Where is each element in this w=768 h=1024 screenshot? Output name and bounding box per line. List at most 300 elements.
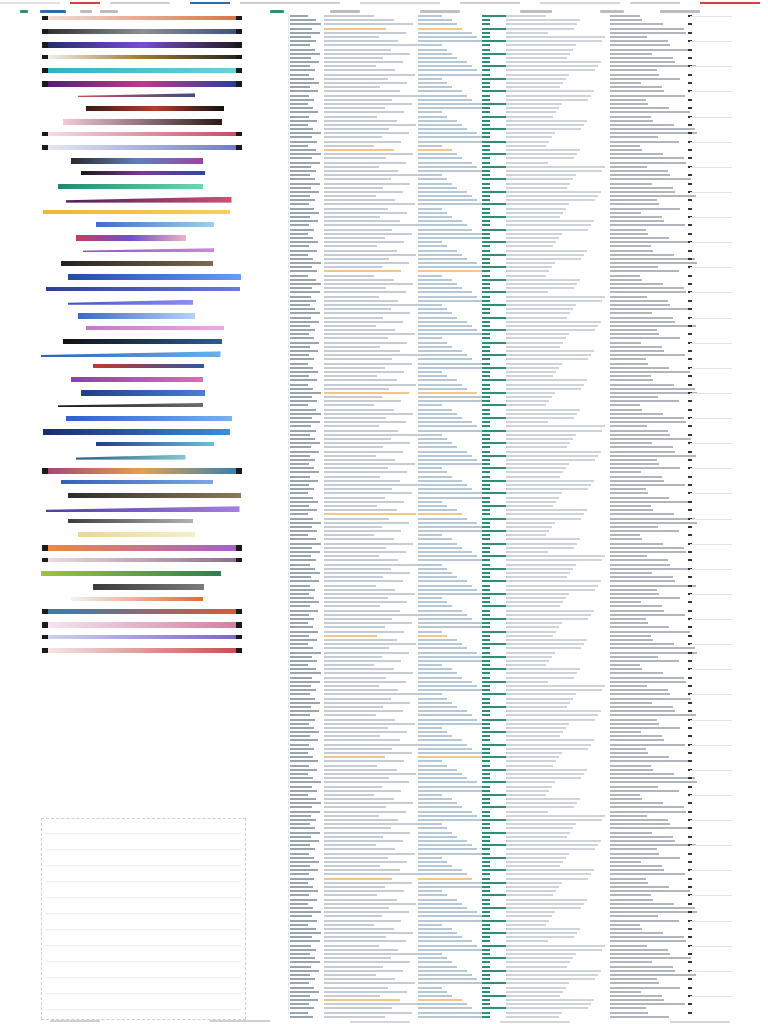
product-thumbnail[interactable] bbox=[68, 274, 241, 280]
listing-cell[interactable] bbox=[324, 564, 418, 566]
listing-cell[interactable] bbox=[324, 568, 391, 570]
listing-cell[interactable] bbox=[324, 346, 380, 348]
listing-cell[interactable] bbox=[324, 446, 383, 448]
listing-cell[interactable] bbox=[324, 254, 416, 256]
listing-cell[interactable] bbox=[324, 270, 401, 272]
listing-cell[interactable] bbox=[324, 128, 389, 130]
listing-cell[interactable] bbox=[324, 899, 397, 901]
listing-cell[interactable] bbox=[324, 300, 398, 302]
listing-cell[interactable] bbox=[324, 677, 386, 679]
listing-cell[interactable] bbox=[324, 949, 398, 951]
product-thumbnail[interactable] bbox=[42, 16, 242, 20]
listing-cell[interactable] bbox=[324, 463, 415, 465]
listing-cell[interactable] bbox=[324, 275, 374, 277]
listing-cell[interactable] bbox=[324, 388, 389, 390]
listing-cell[interactable] bbox=[324, 49, 391, 51]
listing-cell[interactable] bbox=[324, 162, 406, 164]
product-thumbnail[interactable] bbox=[86, 106, 224, 111]
listing-cell[interactable] bbox=[324, 333, 415, 335]
listing-cell[interactable] bbox=[324, 589, 395, 591]
listing-cell[interactable] bbox=[324, 622, 412, 624]
filter-chip[interactable] bbox=[40, 10, 66, 13]
product-thumbnail[interactable] bbox=[68, 300, 193, 305]
listing-cell[interactable] bbox=[324, 940, 406, 942]
listing-cell[interactable] bbox=[324, 44, 418, 46]
listing-cell[interactable] bbox=[324, 28, 386, 30]
listing-cell[interactable] bbox=[324, 932, 413, 934]
listing-cell[interactable] bbox=[324, 283, 413, 285]
listing-cell[interactable] bbox=[324, 484, 419, 486]
listing-cell[interactable] bbox=[324, 844, 376, 846]
listing-cell[interactable] bbox=[324, 304, 418, 306]
listing-cell[interactable] bbox=[324, 739, 400, 741]
listing-cell[interactable] bbox=[324, 643, 416, 645]
listing-cell[interactable] bbox=[324, 652, 409, 654]
product-thumbnail[interactable] bbox=[42, 545, 242, 551]
listing-cell[interactable] bbox=[324, 806, 386, 808]
listing-cell[interactable] bbox=[324, 928, 394, 930]
listing-cell[interactable] bbox=[324, 957, 391, 959]
listing-cell[interactable] bbox=[324, 99, 392, 101]
product-thumbnail[interactable] bbox=[86, 326, 224, 330]
product-thumbnail[interactable] bbox=[63, 339, 222, 344]
listing-cell[interactable] bbox=[324, 1007, 392, 1009]
listing-cell[interactable] bbox=[324, 580, 403, 582]
listing-cell[interactable] bbox=[324, 639, 397, 641]
product-thumbnail[interactable] bbox=[71, 597, 203, 601]
listing-cell[interactable] bbox=[324, 132, 409, 134]
listing-cell[interactable] bbox=[324, 191, 403, 193]
listing-cell[interactable] bbox=[324, 698, 391, 700]
product-thumbnail[interactable] bbox=[42, 145, 242, 150]
listing-cell[interactable] bbox=[324, 375, 377, 377]
product-thumbnail[interactable] bbox=[76, 235, 186, 241]
product-thumbnail[interactable] bbox=[42, 55, 242, 59]
product-thumbnail[interactable] bbox=[43, 210, 230, 214]
product-thumbnail[interactable] bbox=[58, 403, 203, 407]
listing-cell[interactable] bbox=[324, 241, 404, 243]
toolbar-item[interactable] bbox=[460, 2, 520, 4]
listing-cell[interactable] bbox=[324, 107, 385, 109]
listing-cell[interactable] bbox=[324, 853, 415, 855]
listing-cell[interactable] bbox=[324, 907, 389, 909]
listing-cell[interactable] bbox=[324, 886, 385, 888]
listing-cell[interactable] bbox=[324, 237, 385, 239]
listing-cell[interactable] bbox=[324, 857, 388, 859]
listing-cell[interactable] bbox=[324, 982, 415, 984]
toolbar-item[interactable] bbox=[70, 2, 100, 4]
listing-cell[interactable] bbox=[324, 467, 388, 469]
listing-cell[interactable] bbox=[324, 245, 377, 247]
listing-cell[interactable] bbox=[324, 325, 376, 327]
product-thumbnail[interactable] bbox=[42, 42, 242, 48]
listing-cell[interactable] bbox=[324, 149, 394, 151]
listing-cell[interactable] bbox=[324, 731, 407, 733]
listing-cell[interactable] bbox=[324, 999, 400, 1001]
listing-cell[interactable] bbox=[324, 208, 388, 210]
listing-cell[interactable] bbox=[324, 526, 382, 528]
listing-cell[interactable] bbox=[324, 157, 386, 159]
footer-link[interactable] bbox=[500, 1021, 570, 1023]
listing-cell[interactable] bbox=[324, 141, 401, 143]
listing-cell[interactable] bbox=[324, 488, 392, 490]
listing-cell[interactable] bbox=[324, 719, 395, 721]
listing-cell[interactable] bbox=[324, 19, 394, 21]
listing-cell[interactable] bbox=[324, 442, 410, 444]
listing-cell[interactable] bbox=[324, 991, 407, 993]
listing-cell[interactable] bbox=[324, 421, 406, 423]
listing-cell[interactable] bbox=[324, 216, 380, 218]
listing-cell[interactable] bbox=[324, 312, 410, 314]
listing-cell[interactable] bbox=[324, 32, 406, 34]
listing-cell[interactable] bbox=[324, 664, 374, 666]
product-thumbnail[interactable] bbox=[61, 480, 213, 484]
product-thumbnail[interactable] bbox=[61, 261, 213, 266]
listing-cell[interactable] bbox=[324, 693, 418, 695]
listing-cell[interactable] bbox=[324, 170, 398, 172]
footer-link[interactable] bbox=[210, 1020, 270, 1022]
listing-cell[interactable] bbox=[324, 547, 386, 549]
product-thumbnail[interactable] bbox=[41, 571, 221, 576]
listing-cell[interactable] bbox=[324, 409, 394, 411]
toolbar-item[interactable] bbox=[0, 2, 60, 4]
listing-cell[interactable] bbox=[324, 203, 415, 205]
listing-cell[interactable] bbox=[324, 656, 382, 658]
filter-chip[interactable] bbox=[420, 10, 460, 13]
listing-cell[interactable] bbox=[324, 505, 377, 507]
product-thumbnail[interactable] bbox=[78, 532, 195, 537]
listing-cell[interactable] bbox=[324, 455, 376, 457]
listing-cell[interactable] bbox=[324, 543, 413, 545]
listing-cell[interactable] bbox=[324, 668, 394, 670]
listing-cell[interactable] bbox=[324, 631, 404, 633]
listing-cell[interactable] bbox=[324, 735, 380, 737]
listing-cell[interactable] bbox=[324, 187, 383, 189]
listing-cell[interactable] bbox=[324, 15, 374, 17]
listing-cell[interactable] bbox=[324, 522, 409, 524]
product-thumbnail[interactable] bbox=[42, 622, 242, 628]
listing-cell[interactable] bbox=[324, 371, 404, 373]
product-thumbnail[interactable] bbox=[42, 468, 242, 474]
listing-cell[interactable] bbox=[324, 614, 419, 616]
toolbar-item[interactable] bbox=[540, 2, 620, 4]
listing-cell[interactable] bbox=[324, 848, 395, 850]
listing-cell[interactable] bbox=[324, 647, 389, 649]
listing-cell[interactable] bbox=[324, 635, 377, 637]
product-thumbnail[interactable] bbox=[43, 429, 230, 435]
listing-cell[interactable] bbox=[324, 534, 374, 536]
listing-cell[interactable] bbox=[324, 65, 376, 67]
listing-cell[interactable] bbox=[324, 953, 418, 955]
product-thumbnail[interactable] bbox=[93, 584, 204, 590]
listing-cell[interactable] bbox=[324, 894, 377, 896]
product-thumbnail[interactable] bbox=[96, 442, 214, 446]
listing-cell[interactable] bbox=[324, 915, 382, 917]
listing-cell[interactable] bbox=[324, 836, 383, 838]
product-thumbnail[interactable] bbox=[42, 558, 242, 562]
product-thumbnail[interactable] bbox=[41, 351, 221, 357]
listing-cell[interactable] bbox=[324, 400, 401, 402]
listing-cell[interactable] bbox=[324, 233, 412, 235]
listing-cell[interactable] bbox=[324, 166, 379, 168]
listing-cell[interactable] bbox=[324, 832, 410, 834]
listing-cell[interactable] bbox=[324, 798, 394, 800]
listing-cell[interactable] bbox=[324, 497, 385, 499]
listing-cell[interactable] bbox=[324, 903, 416, 905]
listing-cell[interactable] bbox=[324, 501, 404, 503]
listing-cell[interactable] bbox=[324, 136, 382, 138]
listing-cell[interactable] bbox=[324, 786, 382, 788]
product-thumbnail[interactable] bbox=[42, 68, 242, 73]
listing-cell[interactable] bbox=[324, 811, 406, 813]
listing-cell[interactable] bbox=[324, 195, 376, 197]
listing-cell[interactable] bbox=[324, 601, 407, 603]
listing-cell[interactable] bbox=[324, 702, 410, 704]
listing-cell[interactable] bbox=[324, 530, 401, 532]
listing-cell[interactable] bbox=[324, 815, 379, 817]
listing-cell[interactable] bbox=[324, 672, 413, 674]
product-thumbnail[interactable] bbox=[42, 609, 242, 614]
listing-cell[interactable] bbox=[324, 878, 392, 880]
toolbar-item[interactable] bbox=[360, 2, 440, 4]
listing-cell[interactable] bbox=[324, 220, 400, 222]
listing-cell[interactable] bbox=[324, 342, 407, 344]
filter-chip[interactable] bbox=[660, 10, 700, 13]
toolbar-item[interactable] bbox=[110, 2, 170, 4]
listing-cell[interactable] bbox=[324, 296, 379, 298]
listing-cell[interactable] bbox=[324, 350, 400, 352]
listing-cell[interactable] bbox=[324, 95, 419, 97]
listing-cell[interactable] bbox=[324, 379, 397, 381]
listing-cell[interactable] bbox=[324, 287, 386, 289]
listing-cell[interactable] bbox=[324, 710, 403, 712]
listing-cell[interactable] bbox=[324, 291, 406, 293]
product-thumbnail[interactable] bbox=[42, 29, 242, 34]
listing-cell[interactable] bbox=[324, 413, 413, 415]
listing-cell[interactable] bbox=[324, 434, 418, 436]
listing-cell[interactable] bbox=[324, 714, 376, 716]
listing-cell[interactable] bbox=[324, 438, 391, 440]
product-thumbnail[interactable] bbox=[78, 93, 195, 97]
listing-cell[interactable] bbox=[324, 819, 398, 821]
listing-cell[interactable] bbox=[324, 945, 379, 947]
listing-cell[interactable] bbox=[324, 597, 388, 599]
listing-cell[interactable] bbox=[324, 258, 389, 260]
listing-cell[interactable] bbox=[324, 317, 383, 319]
filter-chip[interactable] bbox=[80, 10, 92, 13]
listing-cell[interactable] bbox=[324, 518, 389, 520]
listing-cell[interactable] bbox=[324, 882, 412, 884]
listing-cell[interactable] bbox=[324, 723, 415, 725]
listing-cell[interactable] bbox=[324, 471, 407, 473]
product-thumbnail[interactable] bbox=[83, 248, 214, 252]
listing-cell[interactable] bbox=[324, 790, 401, 792]
product-thumbnail[interactable] bbox=[58, 184, 203, 189]
listing-cell[interactable] bbox=[324, 765, 377, 767]
listing-cell[interactable] bbox=[324, 559, 398, 561]
listing-cell[interactable] bbox=[324, 660, 401, 662]
product-thumbnail[interactable] bbox=[46, 506, 240, 512]
listing-cell[interactable] bbox=[324, 459, 395, 461]
listing-cell[interactable] bbox=[324, 748, 392, 750]
listing-cell[interactable] bbox=[324, 404, 374, 406]
filter-chip[interactable] bbox=[20, 10, 28, 13]
listing-cell[interactable] bbox=[324, 111, 404, 113]
listing-cell[interactable] bbox=[324, 212, 407, 214]
listing-cell[interactable] bbox=[324, 777, 389, 779]
product-thumbnail[interactable] bbox=[68, 493, 241, 498]
footer-link[interactable] bbox=[350, 1021, 410, 1023]
listing-cell[interactable] bbox=[324, 279, 394, 281]
listing-cell[interactable] bbox=[324, 802, 413, 804]
listing-cell[interactable] bbox=[324, 551, 406, 553]
product-thumbnail[interactable] bbox=[42, 635, 242, 639]
product-thumbnail[interactable] bbox=[63, 119, 222, 125]
listing-cell[interactable] bbox=[324, 760, 404, 762]
filter-chip[interactable] bbox=[330, 10, 360, 13]
listing-cell[interactable] bbox=[324, 78, 388, 80]
listing-cell[interactable] bbox=[324, 752, 412, 754]
listing-cell[interactable] bbox=[324, 823, 418, 825]
listing-cell[interactable] bbox=[324, 681, 406, 683]
listing-cell[interactable] bbox=[324, 174, 418, 176]
listing-cell[interactable] bbox=[324, 116, 377, 118]
filter-chip[interactable] bbox=[600, 10, 624, 13]
listing-cell[interactable] bbox=[324, 124, 416, 126]
listing-cell[interactable] bbox=[324, 74, 415, 76]
listing-cell[interactable] bbox=[324, 744, 419, 746]
listing-cell[interactable] bbox=[324, 769, 397, 771]
listing-cell[interactable] bbox=[324, 685, 379, 687]
product-thumbnail[interactable] bbox=[68, 519, 193, 523]
product-thumbnail[interactable] bbox=[42, 648, 242, 653]
listing-cell[interactable] bbox=[324, 555, 379, 557]
product-thumbnail[interactable] bbox=[71, 377, 203, 382]
product-thumbnail[interactable] bbox=[78, 313, 195, 319]
listing-cell[interactable] bbox=[324, 354, 419, 356]
listing-cell[interactable] bbox=[324, 178, 391, 180]
toolbar-item[interactable] bbox=[700, 2, 760, 4]
listing-cell[interactable] bbox=[324, 384, 416, 386]
listing-cell[interactable] bbox=[324, 120, 397, 122]
listing-cell[interactable] bbox=[324, 865, 380, 867]
listing-cell[interactable] bbox=[324, 773, 416, 775]
listing-cell[interactable] bbox=[324, 417, 386, 419]
product-thumbnail[interactable] bbox=[96, 222, 214, 227]
listing-cell[interactable] bbox=[324, 266, 382, 268]
listing-cell[interactable] bbox=[324, 890, 404, 892]
listing-row[interactable] bbox=[290, 1015, 735, 1019]
listing-cell[interactable] bbox=[324, 756, 385, 758]
listing-cell[interactable] bbox=[324, 183, 410, 185]
filter-chip[interactable] bbox=[270, 10, 284, 13]
listing-cell[interactable] bbox=[324, 363, 412, 365]
listing-cell[interactable] bbox=[324, 250, 397, 252]
listing-cell[interactable] bbox=[324, 86, 380, 88]
listing-cell[interactable] bbox=[324, 358, 392, 360]
product-thumbnail[interactable] bbox=[46, 287, 240, 291]
listing-cell[interactable] bbox=[324, 618, 392, 620]
listing-cell[interactable] bbox=[324, 861, 407, 863]
listing-cell[interactable] bbox=[324, 103, 412, 105]
listing-cell[interactable] bbox=[324, 229, 392, 231]
listing-cell[interactable] bbox=[324, 82, 407, 84]
listing-cell[interactable] bbox=[324, 610, 400, 612]
footer-link[interactable] bbox=[670, 1021, 730, 1023]
product-thumbnail[interactable] bbox=[81, 171, 205, 175]
listing-cell[interactable] bbox=[324, 40, 398, 42]
listing-cell[interactable] bbox=[324, 840, 403, 842]
listing-cell[interactable] bbox=[324, 476, 380, 478]
footer-link[interactable] bbox=[50, 1020, 100, 1022]
product-thumbnail[interactable] bbox=[76, 455, 186, 460]
listing-cell[interactable] bbox=[324, 61, 403, 63]
listing-cell[interactable] bbox=[324, 53, 410, 55]
listing-cell[interactable] bbox=[324, 337, 388, 339]
listing-cell[interactable] bbox=[324, 689, 398, 691]
listing-cell[interactable] bbox=[324, 966, 383, 968]
toolbar-item[interactable] bbox=[240, 2, 340, 4]
product-thumbnail[interactable] bbox=[81, 390, 205, 396]
listing-cell[interactable] bbox=[324, 36, 379, 38]
listing-cell[interactable] bbox=[324, 970, 403, 972]
listing-cell[interactable] bbox=[324, 451, 403, 453]
toolbar-item[interactable] bbox=[190, 2, 230, 4]
listing-cell[interactable] bbox=[324, 593, 415, 595]
listing-cell[interactable] bbox=[324, 987, 388, 989]
listing-cell[interactable] bbox=[324, 1012, 412, 1014]
product-thumbnail[interactable] bbox=[93, 364, 204, 368]
listing-cell[interactable] bbox=[324, 920, 401, 922]
listing-cell[interactable] bbox=[324, 69, 395, 71]
listing-cell[interactable] bbox=[324, 576, 383, 578]
listing-cell[interactable] bbox=[324, 572, 410, 574]
product-thumbnail[interactable] bbox=[66, 197, 232, 203]
listing-cell[interactable] bbox=[324, 153, 413, 155]
listing-cell[interactable] bbox=[324, 145, 374, 147]
listing-cell[interactable] bbox=[324, 392, 409, 394]
listing-cell[interactable] bbox=[324, 924, 374, 926]
listing-cell[interactable] bbox=[324, 23, 413, 25]
listing-cell[interactable] bbox=[324, 827, 391, 829]
toolbar-item[interactable] bbox=[630, 2, 680, 4]
listing-cell[interactable] bbox=[324, 781, 409, 783]
listing-cell[interactable] bbox=[324, 57, 383, 59]
listing-cell[interactable] bbox=[324, 911, 409, 913]
listing-cell[interactable] bbox=[324, 425, 379, 427]
listing-cell[interactable] bbox=[324, 224, 419, 226]
listing-cell[interactable] bbox=[324, 513, 416, 515]
listing-cell[interactable] bbox=[324, 706, 383, 708]
listing-cell[interactable] bbox=[324, 978, 395, 980]
listing-cell[interactable] bbox=[324, 1016, 385, 1018]
listing-cell[interactable] bbox=[324, 605, 380, 607]
listing-cell[interactable] bbox=[324, 199, 395, 201]
listing-cell[interactable] bbox=[324, 794, 374, 796]
listing-cell[interactable] bbox=[324, 480, 400, 482]
listing-cell[interactable] bbox=[324, 430, 398, 432]
listing-cell[interactable] bbox=[324, 936, 386, 938]
listing-cell[interactable] bbox=[324, 727, 388, 729]
listing-cell[interactable] bbox=[324, 308, 391, 310]
listing-cell[interactable] bbox=[324, 90, 400, 92]
listing-cell[interactable] bbox=[324, 367, 385, 369]
listing-cell[interactable] bbox=[324, 961, 410, 963]
product-thumbnail[interactable] bbox=[42, 132, 242, 136]
product-thumbnail[interactable] bbox=[42, 81, 242, 87]
listing-cell[interactable] bbox=[324, 873, 419, 875]
listing-cell[interactable] bbox=[324, 509, 397, 511]
